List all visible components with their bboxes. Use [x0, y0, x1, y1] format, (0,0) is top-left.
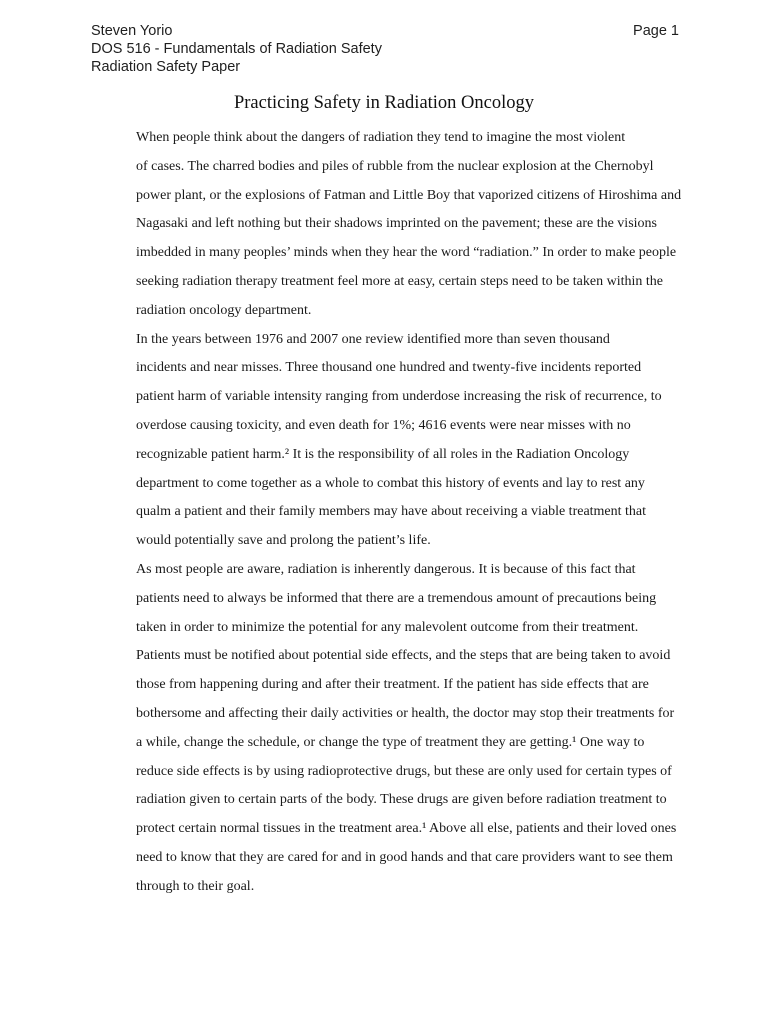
text-line: of cases. The charred bodies and piles of rubble from the nuclear explosion at the Chernobyl	[136, 158, 654, 174]
text-line: As most people are aware, radiation is inherently dangerous. It is because of this fact that	[136, 561, 636, 577]
text-line: taken in order to minimize the potential for any malevolent outcome from their treatment.	[136, 619, 639, 635]
text-line: those from happening during and after their treatment. If the patient has side effects that are	[136, 677, 649, 693]
paragraph-1	[91, 124, 682, 326]
text-line: incidents and near misses. Three thousand one hundred and twenty-five incidents reported	[136, 360, 642, 376]
text-line: imbedded in many peoples’ minds when they hear the word “radiation.” In order to make people	[136, 245, 677, 261]
text-line: protect certain normal tissues in the treatment area.¹ Above all else, patients and their loved ones	[136, 821, 677, 837]
page-number: Page 1	[633, 23, 679, 39]
text-line: Nagasaki and left nothing but their shadows imprinted on the pavement; these are the visions	[136, 216, 657, 232]
text-line: reduce side effects is by using radioprotective drugs, but these are only used for certain types of	[136, 763, 672, 779]
paragraph-2	[91, 326, 675, 556]
text-line: seeking radiation therapy treatment feel more at easy, certain steps need to be taken within the	[136, 273, 663, 289]
paper-label: Radiation Safety Paper	[91, 59, 241, 75]
text-line: overdose causing toxicity, and even death for 1%; 4616 events were near misses with no	[136, 417, 631, 433]
text-line: In the years between 1976 and 2007 one review identified more than seven thousand	[136, 331, 610, 347]
text-line: radiation oncology department.	[136, 302, 312, 318]
course-title: DOS 516 - Fundamentals of Radiation Safety	[91, 41, 382, 57]
text-line: through to their goal.	[136, 878, 255, 894]
document-title: Practicing Safety in Radiation Oncology	[233, 93, 535, 113]
page-header	[91, 22, 679, 76]
text-line: power plant, or the explosions of Fatman and Little Boy that vaporized citizens of Hiroshima and	[136, 187, 682, 203]
paragraph-3	[91, 556, 675, 902]
document-body	[91, 124, 682, 902]
author-name: Steven Yorio	[91, 23, 173, 39]
text-line: department to come together as a whole to combat this history of events and lay to rest any	[136, 475, 645, 491]
text-line: need to know that they are cared for and in good hands and that care providers want to see them	[136, 849, 673, 865]
text-line: radiation given to certain parts of the body. These drugs are given before radiation treatment to	[136, 792, 667, 808]
text-line: Patients must be notified about potential side effects, and the steps that are being taken to avoid	[136, 648, 671, 664]
text-line: recognizable patient harm.² It is the responsibility of all roles in the Radiation Oncology	[136, 446, 630, 462]
text-line: would potentially save and prolong the patient’s life.	[136, 533, 431, 549]
text-line: bothersome and affecting their daily activities or health, the doctor may stop their treatments for	[136, 705, 675, 721]
text-line: qualm a patient and their family members may have about receiving a viable treatment that	[136, 504, 647, 520]
text-line: a while, change the schedule, or change the type of treatment they are getting.¹ One way to	[136, 734, 645, 750]
text-line: patient harm of variable intensity ranging from underdose increasing the risk of recurrence, to	[136, 389, 662, 405]
text-line: patients need to always be informed that there are a tremendous amount of precautions being	[136, 590, 657, 606]
text-line: When people think about the dangers of radiation they tend to imagine the most violent	[136, 130, 626, 145]
